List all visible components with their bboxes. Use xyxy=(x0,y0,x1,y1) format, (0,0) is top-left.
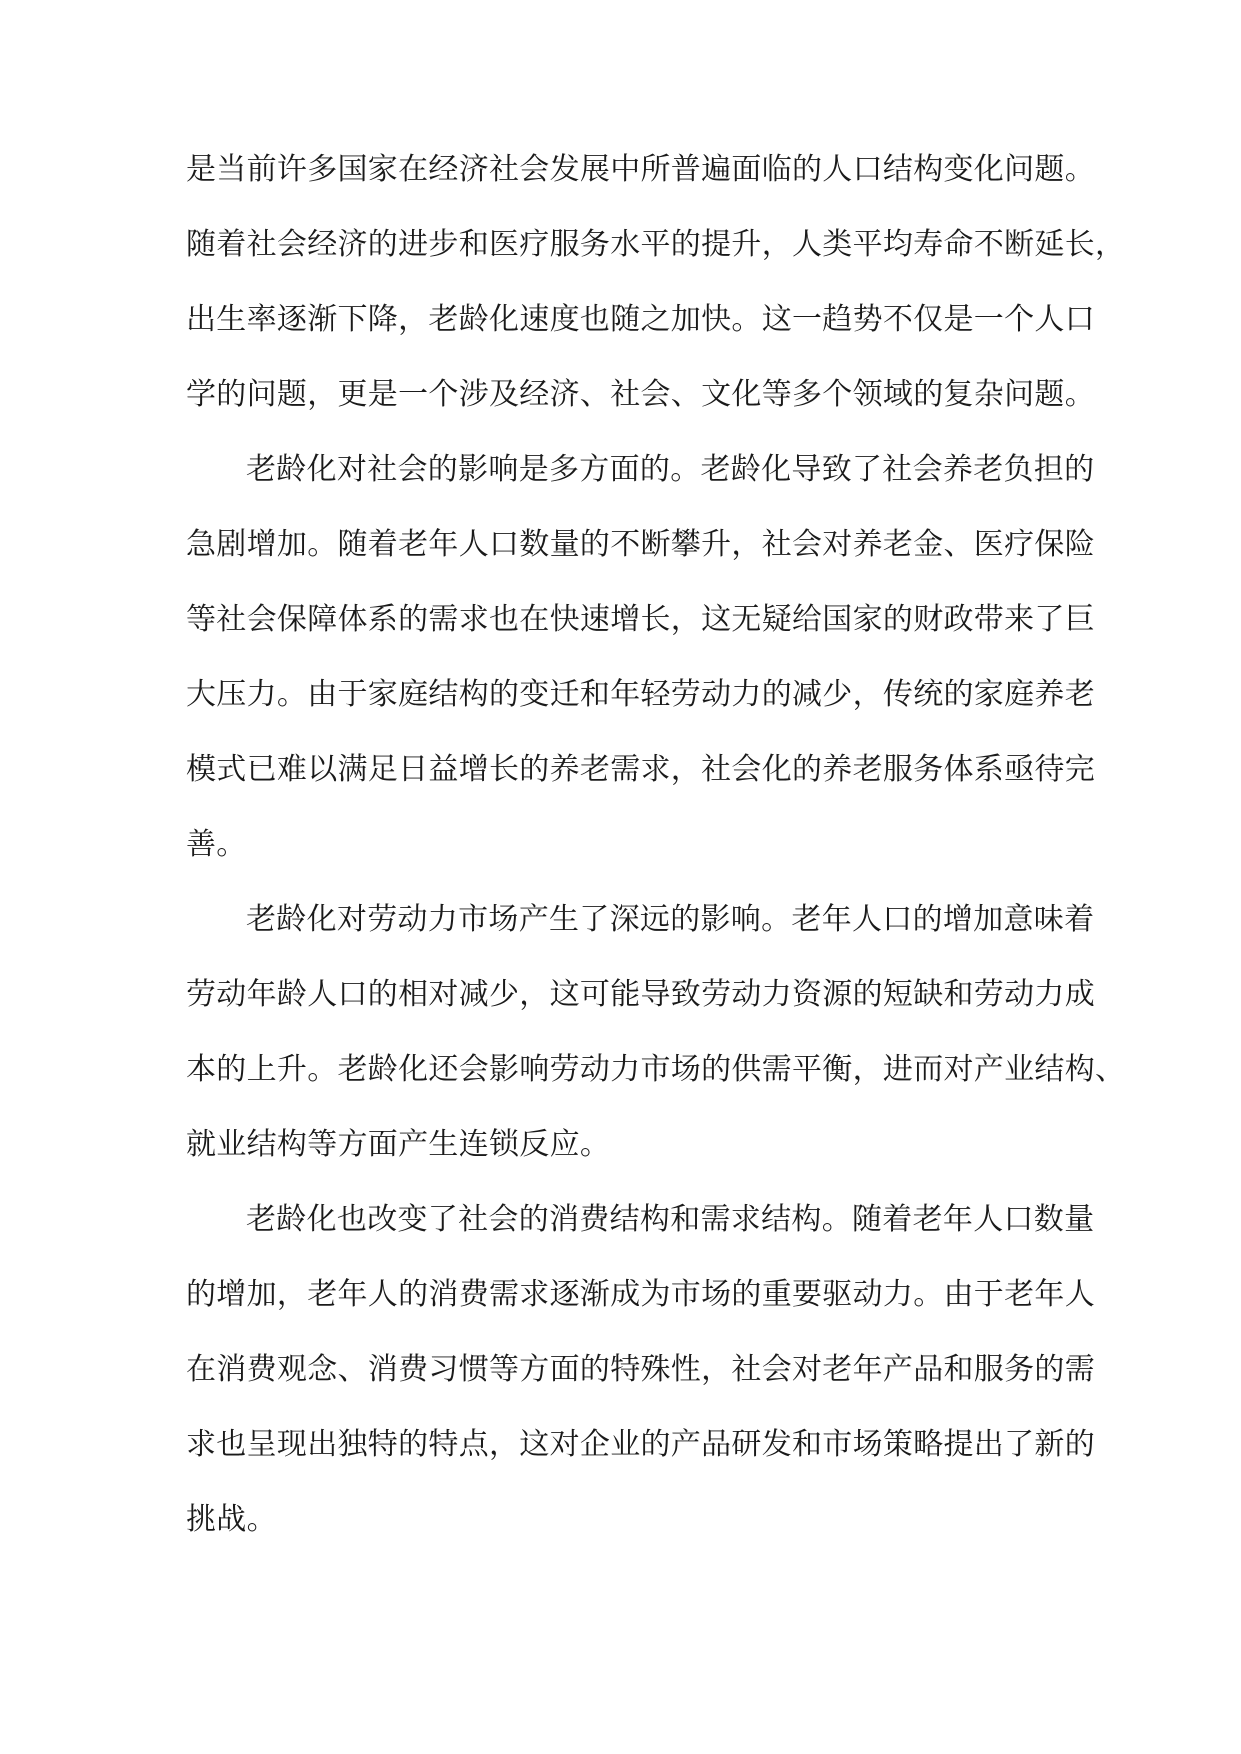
text-line: 急剧增加。随着老年人口数量的不断攀升，社会对养老金、医疗保险 xyxy=(186,527,1095,562)
document-body xyxy=(186,142,1126,1567)
text-line: 大压力。由于家庭结构的变迁和年轻劳动力的减少，传统的家庭养老 xyxy=(186,677,1095,712)
text-line: 老龄化也改变了社会的消费结构和需求结构。随着老年人口数量 xyxy=(246,1202,1095,1237)
paragraph xyxy=(186,142,1126,442)
text-line: 就业结构等方面产生连锁反应。 xyxy=(186,1127,611,1162)
text-line: 老龄化对劳动力市场产生了深远的影响。老年人口的增加意味着 xyxy=(246,902,1095,937)
text-line: 求也呈现出独特的特点，这对企业的产品研发和市场策略提出了新的 xyxy=(186,1427,1095,1462)
paragraph xyxy=(186,1192,1095,1567)
text-line: 模式已难以满足日益增长的养老需求，社会化的养老服务体系亟待完 xyxy=(186,752,1095,787)
text-line: 本的上升。老龄化还会影响劳动力市场的供需平衡，进而对产业结构、 xyxy=(186,1052,1126,1087)
text-line: 劳动年龄人口的相对减少，这可能导致劳动力资源的短缺和劳动力成 xyxy=(186,977,1095,1012)
text-line: 挑战。 xyxy=(186,1502,277,1537)
text-line: 善。 xyxy=(186,827,247,862)
text-line: 等社会保障体系的需求也在快速增长，这无疑给国家的财政带来了巨 xyxy=(186,602,1095,637)
text-line: 学的问题，更是一个涉及经济、社会、文化等多个领域的复杂问题。 xyxy=(186,377,1095,412)
text-line: 随着社会经济的进步和医疗服务水平的提升，人类平均寿命不断延长， xyxy=(186,227,1126,262)
text-line: 的增加，老年人的消费需求逐渐成为市场的重要驱动力。由于老年人 xyxy=(186,1277,1095,1312)
paragraph xyxy=(186,442,1095,892)
text-line: 是当前许多国家在经济社会发展中所普遍面临的人口结构变化问题。 xyxy=(186,152,1095,187)
text-line: 出生率逐渐下降，老龄化速度也随之加快。这一趋势不仅是一个人口 xyxy=(186,302,1095,337)
paragraph xyxy=(186,892,1126,1192)
text-line: 老龄化对社会的影响是多方面的。老龄化导致了社会养老负担的 xyxy=(246,452,1095,487)
text-line: 在消费观念、消费习惯等方面的特殊性，社会对老年产品和服务的需 xyxy=(186,1352,1095,1387)
